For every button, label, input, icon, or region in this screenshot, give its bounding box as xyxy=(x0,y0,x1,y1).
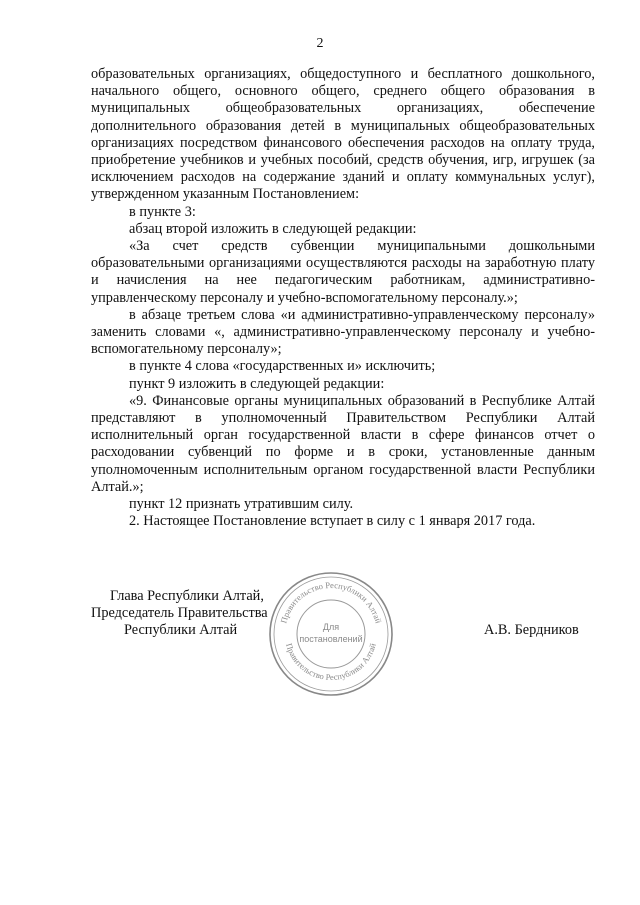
signature-title-line1: Глава Республики Алтай, xyxy=(110,588,264,604)
signature-name: А.В. Бердников xyxy=(484,622,579,638)
signature-title-line2: Председатель Правительства xyxy=(91,605,268,621)
signature-title-line3: Республики Алтай xyxy=(124,622,238,638)
paragraph-1: образовательных организациях, общедоступного и бесплатного дошкольного, начального общего, основного общего, среднего общего образования в муниципальных общеобразовательных организациях, обеспечение дополнительного образования детей в муниципальных общеобразовательных организациях посредством финансового обеспечения расходов на оплату труда, приобретение учебников и учебных пособий, средств обучения, игр, игрушек (за исключением расходов на содержание зданий и оплату коммунальных услуг), утвержденном указанным Постановлением: xyxy=(91,66,595,203)
paragraph-3: абзац второй изложить в следующей редакции: xyxy=(129,220,417,237)
paragraph-4: «За счет средств субвенции муниципальными дошкольными образовательными организациями осуществляются расходы на заработную плату и начисления на нее педагогическим работникам, административно-управленческому персоналу и учебно-вспомогательному персоналу.»; xyxy=(91,238,595,306)
paragraph-7: пункт 9 изложить в следующей редакции: xyxy=(129,375,385,392)
seal-outer-text: Правительство Республики Алтай xyxy=(278,579,384,625)
official-seal xyxy=(267,570,395,698)
paragraph-8: «9. Финансовые органы муниципальных образований в Республике Алтай представляют в уполномоченный Правительством Республики Алтай исполнительный орган государственной власти в сфере финансов отчет о расходовании субвенций по форме и в сроки, установленные данным уполномоченным исполнительным органом государственной власти Республики Алтай.»; xyxy=(91,392,595,495)
seal-center-line1: Для xyxy=(322,622,340,632)
document-body xyxy=(91,66,595,530)
seal-center-line2: постановлений xyxy=(299,634,363,644)
svg-text:Правительство Республики Алтай xyxy=(278,580,383,625)
paragraph-2: в пункте 3: xyxy=(129,203,196,220)
paragraph-10: 2. Настоящее Постановление вступает в силу с 1 января 2017 года. xyxy=(129,513,536,530)
paragraph-6: в пункте 4 слова «государственных и» исключить; xyxy=(129,358,436,375)
svg-text:Правительство Республики Алтай xyxy=(284,642,378,682)
paragraph-5: в абзаце третьем слова «и административно-управленческому персоналу» заменить словами «, административно-управленческому персоналу и учебно-вспомогательному персоналу»; xyxy=(91,306,595,358)
seal-outer-text-bottom: Правительство Республики Алтай xyxy=(284,641,378,683)
page-number: 2 xyxy=(316,36,324,51)
paragraph-9: пункт 12 признать утратившим силу. xyxy=(129,496,354,513)
